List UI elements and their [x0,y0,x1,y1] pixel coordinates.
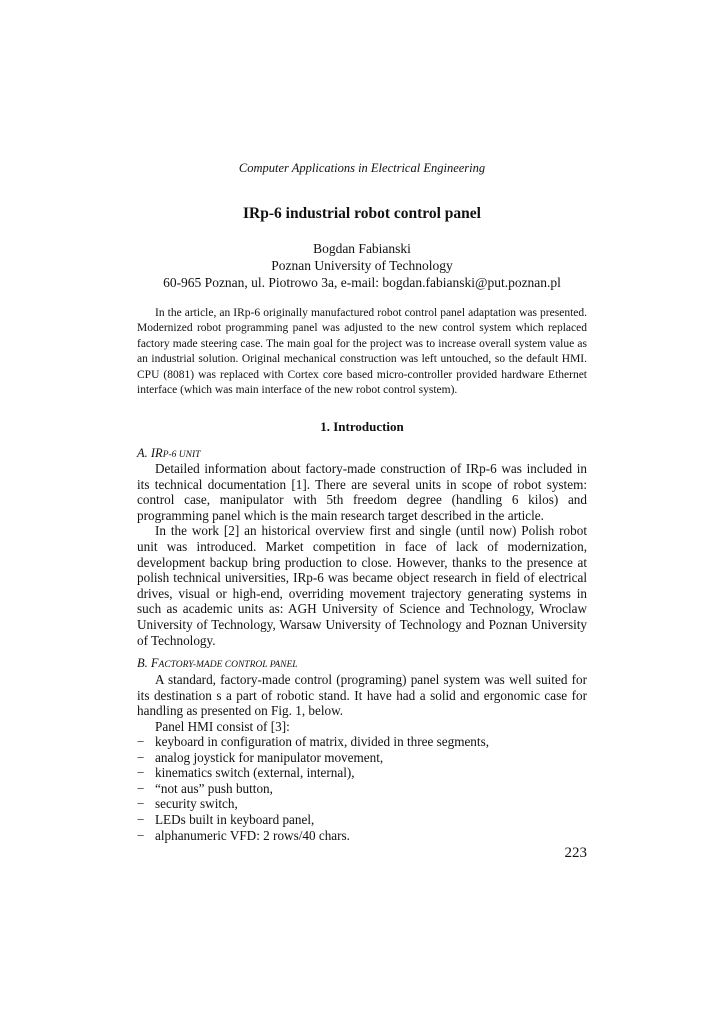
list-dash: − [137,796,145,812]
author-name: Bogdan Fabianski [313,241,411,256]
subsection-heading-b [137,656,298,671]
page-number: 223 [564,845,587,861]
subsection-b-body [137,672,587,734]
list-dash: − [137,827,145,843]
paragraph: Panel HMI consist of [3]: [155,718,290,734]
paragraph: In the work [2] an historical overview first and single (until now) Polish robot unit was introduced. Market competition in face of lack of modernization, development backup bring production to close. However, thanks to the presence at polish technical universities, IRp-6 was became object research in field of electrical drives, visual or high-end, overriding movement trajectory generating systems in such as academic units as: AGH University of Science and Technology, Wroclaw University of Technology, Warsaw University of Technology and Poznan University of Technology. [137,523,587,648]
subsection-a-prefix: A. IR [137,446,163,460]
list-item: − “not aus” push button, [137,780,273,796]
list-item: − analog joystick for manipulator movement, [137,749,384,765]
list-dash: − [137,749,145,765]
list-item: − security switch, [137,796,238,812]
list-item: − keyboard in configuration of matrix, divided in three segments, [137,734,489,749]
subsection-b-smallcaps: ACTORY-MADE CONTROL PANEL [158,660,298,670]
section-title: 1. Introduction [320,419,404,434]
journal-header: Computer Applications in Electrical Engineering [238,161,486,175]
list-item: − LEDs built in keyboard panel, [137,811,315,827]
subsection-a-body [137,461,587,648]
author-block [0,240,724,291]
list-item: − alphanumeric VFD: 2 rows/40 chars. [137,827,350,843]
hmi-list [137,734,587,843]
abstract: In the article, an IRp-6 originally manufactured robot control panel adaptation was presented. Modernized robot programming panel was adjusted to the new control system which replaced factory made steering case. The main goal for the project was to increase overall system value as an industrial solution. Original mechanical construction was left untouched, so the default HMI. CPU (8081) was replaced with Cortex core based micro-controller provided hardware Ethernet interface (which was main interface of the new robot control system). [137,307,587,397]
paragraph: Detailed information about factory-made construction of IRp-6 was included in its technical documentation [1]. There are several units in scope of robot system: control case, manipulator with 5th freedom degree (handling 6 kilos) and programming panel which is the main research target described in the article. [137,461,587,523]
list-dash: − [137,811,145,827]
list-dash: − [137,780,145,796]
paper-title: IRp-6 industrial robot control panel [243,205,481,222]
author-affiliation: Poznan University of Technology [271,258,453,273]
author-address: 60-965 Poznan, ul. Piotrowo 3a, e-mail: bogdan.fabianski@put.poznan.pl [163,275,561,290]
list-dash: − [137,765,145,781]
list-item: − kinematics switch (external, internal), [137,765,355,781]
subsection-a-smallcaps: P-6 UNIT [162,450,201,460]
subsection-heading-a [137,446,200,461]
subsection-b-prefix: B. F [137,656,159,670]
paragraph: A standard, factory-made control (programing) panel system was well suited for its destination s a part of robotic stand. It have had a solid and ergonomic case for handling as presented on Fig. 1, below. [137,672,587,719]
list-dash: − [137,734,145,749]
